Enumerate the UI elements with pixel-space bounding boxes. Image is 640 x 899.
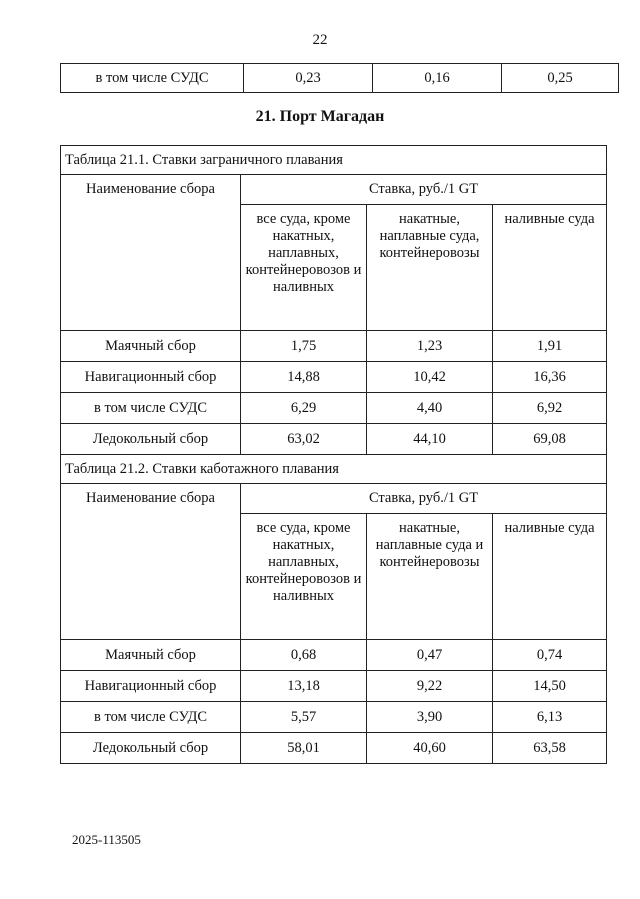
rate-cell: 5,57 xyxy=(241,702,367,733)
continued-table xyxy=(60,63,619,93)
table-caption: Таблица 21.2. Ставки каботажного плавания xyxy=(61,455,607,484)
rate-cell: 69,08 xyxy=(493,424,607,455)
table-caption-row xyxy=(61,455,607,484)
rate-cell: 9,22 xyxy=(367,671,493,702)
fee-name-cell: Навигационный сбор xyxy=(61,362,241,393)
rate-cell: 10,42 xyxy=(367,362,493,393)
header-fee-name: Наименование сбора xyxy=(61,175,241,331)
rate-cell: 63,02 xyxy=(241,424,367,455)
header-rate: Ставка, руб./1 GT xyxy=(241,484,607,514)
rate-cell: 44,10 xyxy=(367,424,493,455)
column-header: накатные, наплавные суда и контейнеровозы xyxy=(367,514,493,640)
rate-cell: 13,18 xyxy=(241,671,367,702)
page-number: 22 xyxy=(312,32,328,48)
column-header: наливные суда xyxy=(493,514,607,640)
table-row xyxy=(61,640,607,671)
section-title: 21. Порт Магадан xyxy=(255,108,385,125)
table-header-row xyxy=(61,484,607,514)
fee-name-cell: Ледокольный сбор xyxy=(61,424,241,455)
document-code: 2025-113505 xyxy=(72,832,141,847)
table-row xyxy=(61,64,619,93)
rate-cell: 1,23 xyxy=(367,331,493,362)
column-header: наливные суда xyxy=(493,205,607,331)
rate-cell: 58,01 xyxy=(241,733,367,764)
header-rate: Ставка, руб./1 GT xyxy=(241,175,607,205)
rate-cell: 6,13 xyxy=(493,702,607,733)
rate-cell: 14,88 xyxy=(241,362,367,393)
fee-name-cell: Ледокольный сбор xyxy=(61,733,241,764)
fee-name-cell: Маячный сбор xyxy=(61,640,241,671)
rate-cell: 0,25 xyxy=(502,64,619,93)
column-header: все суда, кроме накатных, наплавных, контейнеровозов и наливных xyxy=(241,514,367,640)
rate-cell: 0,47 xyxy=(367,640,493,671)
fee-name-cell: в том числе СУДС xyxy=(61,702,241,733)
fee-name-cell: Маячный сбор xyxy=(61,331,241,362)
table-row xyxy=(61,733,607,764)
rate-cell: 0,23 xyxy=(244,64,373,93)
table-header-row xyxy=(61,175,607,205)
rate-cell: 0,74 xyxy=(493,640,607,671)
table-caption: Таблица 21.1. Ставки заграничного плавания xyxy=(61,146,607,175)
rates-tables xyxy=(60,145,607,764)
rate-cell: 1,75 xyxy=(241,331,367,362)
rate-cell: 63,58 xyxy=(493,733,607,764)
column-header: все суда, кроме накатных, наплавных, контейнеровозов и наливных xyxy=(241,205,367,331)
table-row xyxy=(61,424,607,455)
table-row xyxy=(61,702,607,733)
rate-cell: 3,90 xyxy=(367,702,493,733)
fee-name-cell: в том числе СУДС xyxy=(61,393,241,424)
rate-cell: 6,29 xyxy=(241,393,367,424)
column-header: накатные, наплавные суда, контейнеровозы xyxy=(367,205,493,331)
rate-cell: 0,16 xyxy=(373,64,502,93)
table-row xyxy=(61,362,607,393)
table-caption-row xyxy=(61,146,607,175)
rate-cell: 40,60 xyxy=(367,733,493,764)
header-fee-name: Наименование сбора xyxy=(61,484,241,640)
fee-name-cell: в том числе СУДС xyxy=(61,64,244,93)
rate-cell: 6,92 xyxy=(493,393,607,424)
rate-cell: 0,68 xyxy=(241,640,367,671)
rate-cell: 14,50 xyxy=(493,671,607,702)
rate-cell: 1,91 xyxy=(493,331,607,362)
fee-name-cell: Навигационный сбор xyxy=(61,671,241,702)
table-row xyxy=(61,331,607,362)
rate-cell: 4,40 xyxy=(367,393,493,424)
table-row xyxy=(61,393,607,424)
rate-cell: 16,36 xyxy=(493,362,607,393)
table-row xyxy=(61,671,607,702)
